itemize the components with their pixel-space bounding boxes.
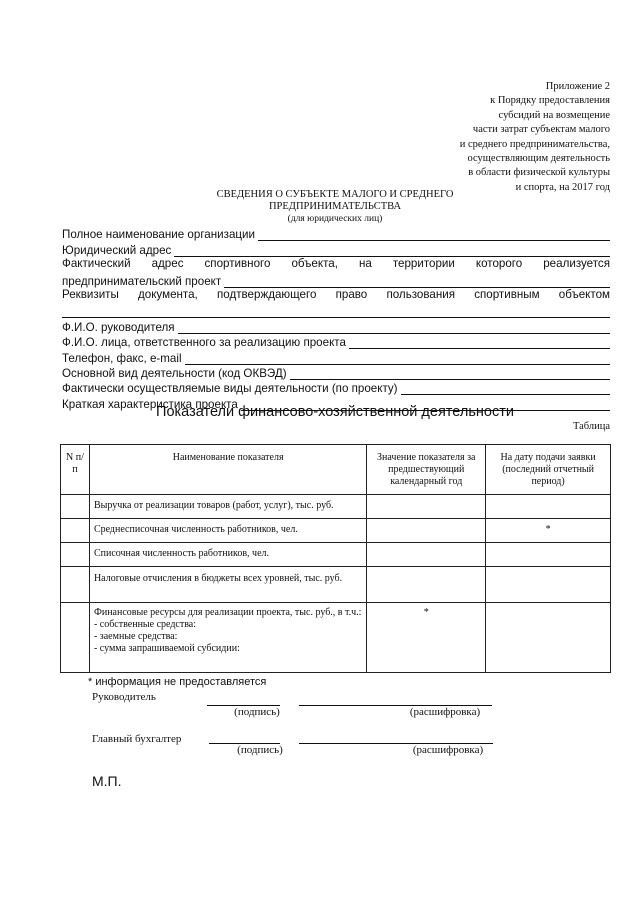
appendix-line: и спорта, на 2017 год	[515, 181, 610, 193]
row-name	[89, 603, 366, 673]
appendix-line: к Порядку предоставления	[490, 95, 610, 107]
responsible-name-field[interactable]	[62, 334, 610, 349]
full-name-blank[interactable]	[258, 229, 610, 241]
header-num: N п/п	[61, 445, 90, 495]
stamp-place: М.П.	[92, 773, 122, 789]
row-num	[61, 495, 90, 519]
header-prev-year: Значение показателя за предшествующий календарный год	[367, 445, 486, 495]
row-num	[61, 603, 90, 673]
row-name: Налоговые отчисления в бюджеты всех уровней, тыс. руб.	[89, 567, 366, 603]
accountant-sign-caption: (подпись)	[237, 744, 283, 756]
appendix-line: части затрат субъектам малого	[472, 124, 610, 136]
okved-blank[interactable]	[290, 368, 610, 380]
phone-field[interactable]	[62, 349, 610, 364]
appendix-line: субсидий на возмещение	[498, 109, 610, 121]
appendix-line: в области физической культуры	[468, 167, 610, 179]
accountant-decode-caption: (расшифровка)	[412, 744, 484, 756]
actual-address-label-1	[62, 257, 610, 272]
table-label: Таблица	[572, 421, 610, 432]
row-sub-borrowed: - заемные средства:	[93, 631, 178, 642]
responsible-name-blank[interactable]	[349, 337, 610, 349]
table-row	[61, 543, 611, 567]
phone-blank[interactable]	[185, 353, 610, 365]
legal-address-label: Юридический адрес	[62, 243, 172, 257]
document-title	[160, 189, 510, 225]
title-subtitle: (для юридических лиц)	[287, 214, 383, 224]
organization-fields	[62, 226, 610, 411]
appendix-line: Приложение 2	[545, 81, 610, 92]
head-decode-caption: (расшифровка)	[409, 706, 481, 718]
head-name-label: Ф.И.О. руководителя	[62, 320, 175, 334]
financial-table	[60, 444, 611, 673]
table-header-row	[61, 445, 611, 495]
head-name-field[interactable]	[62, 318, 610, 333]
activities-blank[interactable]	[401, 383, 610, 395]
row-prev-cell[interactable]	[367, 495, 486, 519]
legal-address-blank[interactable]	[174, 245, 610, 257]
okved-label: Основной вид деятельности (код ОКВЭД)	[62, 366, 287, 380]
header-current: На дату подачи заявки (последний отчетный период)	[486, 445, 611, 495]
row-name: Выручка от реализации товаров (работ, услуг), тыс. руб.	[89, 495, 366, 519]
row-sub-subsidy: - сумма запрашиваемой субсидии:	[93, 643, 240, 654]
full-name-field[interactable]	[62, 226, 610, 241]
row-current-cell[interactable]	[486, 495, 611, 519]
row-name: Среднесписочная численность работников, чел.	[89, 519, 366, 543]
table-row	[61, 495, 611, 519]
row-prev-cell[interactable]	[367, 567, 486, 603]
row-prev-cell[interactable]	[367, 543, 486, 567]
actual-address-label-2: предпринимательский проект	[62, 274, 222, 288]
head-name-blank[interactable]	[178, 322, 610, 334]
requisites-label	[62, 288, 610, 303]
appendix-line: осуществляющим деятельность	[467, 153, 610, 165]
row-prev-cell[interactable]: *	[367, 603, 486, 673]
appendix-line: и среднего предпринимательства,	[459, 138, 610, 150]
accountant-signature-label: Главный бухгалтер	[92, 733, 182, 745]
row-name: Списочная численность работников, чел.	[89, 543, 366, 567]
requisites-text: Реквизиты документа, подтверждающего право пользования спортивным объектом	[62, 287, 610, 301]
table-row	[61, 603, 611, 673]
row-prev-cell[interactable]	[367, 519, 486, 543]
activities-label: Фактически осуществляемые виды деятельности (по проекту)	[62, 382, 398, 396]
row-num	[61, 567, 90, 603]
responsible-name-label: Ф.И.О. лица, ответственного за реализацию проекта	[62, 336, 346, 350]
requisites-field[interactable]	[62, 303, 610, 318]
phone-label: Телефон, факс, e-mail	[62, 351, 182, 365]
row-num	[61, 519, 90, 543]
title-line-1: СВЕДЕНИЯ О СУБЪЕКТЕ МАЛОГО И СРЕДНЕГО	[216, 189, 454, 200]
row-current-cell[interactable]: *	[486, 519, 611, 543]
okved-field[interactable]	[62, 365, 610, 380]
row-num	[61, 543, 90, 567]
appendix-header	[440, 80, 610, 195]
activities-field[interactable]	[62, 380, 610, 395]
table-row	[61, 519, 611, 543]
row-current-cell[interactable]	[486, 567, 611, 603]
row-current-cell[interactable]	[486, 603, 611, 673]
actual-address-blank[interactable]	[224, 276, 610, 288]
table-row	[61, 567, 611, 603]
title-line-2: ПРЕДПРИНИМАТЕЛЬСТВА	[268, 201, 402, 212]
row-current-cell[interactable]	[486, 543, 611, 567]
header-name: Наименование показателя	[89, 445, 366, 495]
section-title: Показатели финансово-хозяйственной деятельности	[156, 404, 514, 420]
requisites-blank[interactable]	[62, 306, 610, 318]
full-name-label: Полное наименование организации	[62, 228, 255, 242]
head-signature-label: Руководитель	[92, 691, 156, 703]
row-name-main: Финансовые ресурсы для реализации проекта, тыс. руб., в т.ч.:	[93, 607, 362, 618]
actual-address-text-1: Фактический адрес спортивного объекта, на территории которого реализуется	[62, 256, 610, 270]
head-sign-caption: (подпись)	[234, 706, 280, 718]
row-sub-own: - собственные средства:	[93, 619, 197, 630]
project-summary-label: Краткая характеристика проекта	[62, 397, 238, 411]
actual-address-field[interactable]	[62, 272, 610, 287]
legal-address-field[interactable]	[62, 241, 610, 256]
footnote: * информация не предоставляется	[88, 676, 267, 688]
